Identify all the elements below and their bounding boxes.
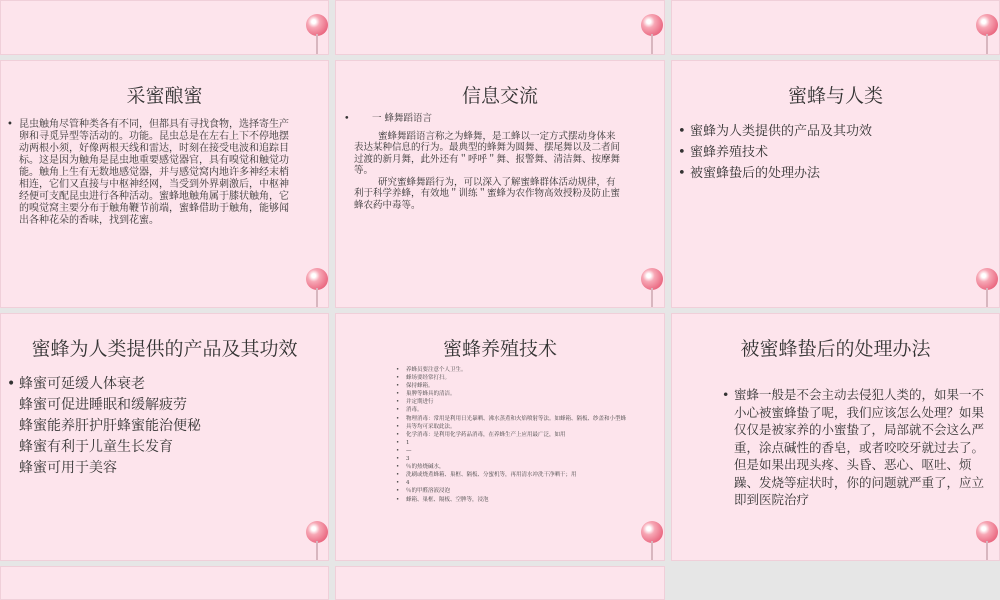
slide-list-item: • 被蜜蜂蛰后的处理办法: [678, 163, 978, 184]
slide-thumbnail-top-2[interactable]: [335, 0, 665, 55]
slide-title: 蜜蜂与人类: [787, 85, 883, 107]
slide-paragraph: • 蜜蜂一般是不会主动去侵犯人类的，如果一不小心被蜜蜂蛰了呢，我们应该怎么处理？如果仅仅是被家养的小蜜蛰了，局部就不会这么严重，涂点碱性的香皂，或者咬咬牙就过去了。但是如果出现头疼、头昏、恶心、呕吐、烦躁、发烧等症状时，你的问题就严重了，应立即到医院治疗: [722, 386, 994, 509]
slide-list-item: • ％的甲醛溶液浸泡: [396, 487, 646, 495]
slide-thumbnail-bottom-1[interactable]: [0, 566, 329, 600]
slide-list-item: • 4: [396, 479, 646, 487]
slide-thumbnail-top-1[interactable]: [0, 0, 329, 55]
slide-title: 蜜蜂为人类提供的产品及其功效: [31, 338, 298, 360]
slide-body: [344, 113, 624, 211]
slide-list-item: • —: [396, 447, 646, 455]
lollipop-icon: [641, 268, 663, 308]
slide-list-item: • 蜜蜂养殖技术: [678, 142, 978, 163]
slide-title: 被蜜蜂蛰后的处理办法: [740, 338, 931, 360]
slide-list-item: • 物理消毒：常用是利用日光暴晒、沸水蒸煮和火焰喷射等法。如蜂箱、隔板、纱盖和小型蜂: [396, 415, 646, 423]
slide-list-item: • 蜂蜜可延缓人体衰老: [7, 374, 307, 395]
lollipop-icon: [306, 14, 328, 55]
slide-list-item: • 蜂场要经常打扫。: [396, 374, 646, 382]
slide-thumbnail-xin-xi[interactable]: [335, 60, 665, 308]
slide-thumbnail-cai-mi[interactable]: [0, 60, 329, 308]
slide-list-item: • 3: [396, 455, 646, 463]
lollipop-icon: [641, 14, 663, 55]
slide-thumbnail-yang-zhi[interactable]: [335, 313, 665, 561]
lollipop-icon: [306, 521, 328, 561]
slide-list: [7, 374, 307, 479]
slide-list-item: • 养蜂员要注意个人卫生。: [396, 366, 646, 374]
slide-list-item: • 蜜蜂为人类提供的产品及其功效: [678, 121, 978, 142]
slide-list-line: 蜂蜜能养肝护肝蜂蜜能治便秘: [19, 418, 201, 434]
slide-thumbnail-feng-yu-ren[interactable]: [671, 60, 1000, 308]
slide-list-line: 蜂蜜可促进睡眠和缓解疲劳: [19, 397, 187, 413]
slide-title: 采蜜酿蜜: [126, 85, 203, 107]
slide-list: [678, 121, 978, 184]
slide-thumbnail-chan-pin[interactable]: [0, 313, 329, 561]
slide-list-item: • ％的热烧碱水，: [396, 463, 646, 471]
slide-list-line: 蜂蜜有利于儿童生长发育: [19, 439, 173, 455]
lollipop-icon: [976, 521, 998, 561]
slide-list-item: • 保持蜂箱。: [396, 382, 646, 390]
slide-title: 蜜蜂养殖技术: [442, 338, 557, 360]
slide-list-item: • 化学消毒：是利用化学药品消毒，在养蜂生产上应用最广泛，如用: [396, 431, 646, 439]
slide-paragraph: 研究蜜蜂舞蹈行为，可以深入了解蜜蜂群体活动规律，有利于科学养蜂，有效地＂训练＂蜜蜂为农作物高效授粉及防止蜜蜂农药中毒等。: [354, 176, 621, 211]
slide-thumbnail-top-3[interactable]: [671, 0, 1000, 55]
slide-paragraph: • 昆虫触角尽管种类各有不同，但都具有寻找食物，选择寄生产卵和寻觅异型等活动的。功能。昆虫总是在左右上下不停地摆动两根小须，好像两根天线和雷达，时刻在接受电波和追踪目标。这是因为触角是昆虫地重要感觉器官，具有嗅觉和触觉功能。触角上生有无数地感觉器，并与感觉窝内地许多神经末梢相连，它们又直接与中枢神经网，当受到外界刺激后，中枢神经便可支配昆虫进行各种活动。蜜蜂地触角属于膝状触角，它的嗅觉窝主要分布于触角鞭节前端，蜜蜂借助于触角，能够闻出各种花朵的香味，找到花蜜。: [7, 119, 297, 227]
slide-list-item: • 巢脾等蜂具的清洁。: [396, 390, 646, 398]
slide-body: [7, 119, 297, 227]
slide-paragraph: 蜜蜂舞蹈语言称之为蜂舞，是工蜂以一定方式摆动身体来表达某种信息的行为。最典型的蜂舞为圆舞、摆尾舞以及二者间过渡的新月舞，此外还有＂呼呼＂舞、报警舞、清洁舞、按摩舞等。: [354, 130, 621, 176]
slide-title: 信息交流: [461, 85, 538, 107]
slide-list-item: • 消毒。: [396, 406, 646, 414]
slide-thumbnail-chu-li[interactable]: [671, 313, 1000, 561]
slide-list-item: • 洗刷或烧煮蜂箱、巢框、隔板、分蜜机等，再用清水冲洗干净晒干；用: [396, 471, 646, 479]
lollipop-icon: [306, 268, 328, 308]
slide-list-line: 蜂蜜可用于美容: [19, 460, 117, 476]
lollipop-icon: [641, 521, 663, 561]
slide-list: [396, 366, 646, 504]
lollipop-icon: [976, 268, 998, 308]
slide-list-item: • 1: [396, 439, 646, 447]
slide-list-item: • 一 蜂舞蹈语言: [344, 113, 624, 125]
slide-body: [722, 386, 994, 509]
slide-thumbnail-bottom-2[interactable]: [335, 566, 665, 600]
slide-list-item: • 具等均可采取此法。: [396, 423, 646, 431]
slide-list-item: • 并定期进行: [396, 398, 646, 406]
slide-list-item: • 蜂箱、巢框、隔板、空脾等，浸泡: [396, 496, 646, 504]
lollipop-icon: [976, 14, 998, 55]
